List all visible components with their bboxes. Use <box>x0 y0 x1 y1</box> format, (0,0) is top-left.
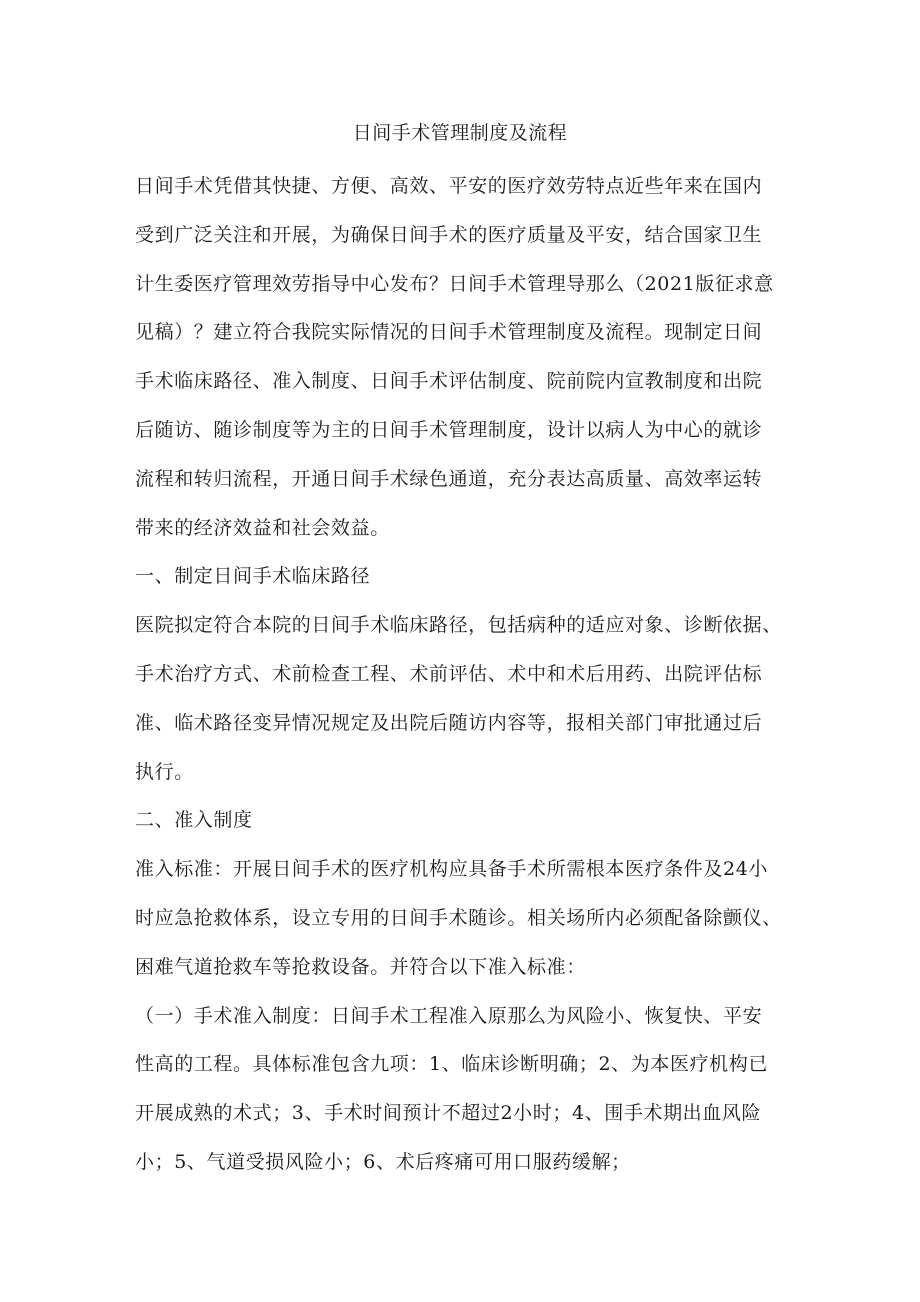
document-body <box>135 162 795 1187</box>
paragraph-line: 准入标准：开展日间手术的医疗机构应具备手术所需根本医疗条件及24小 <box>135 858 768 881</box>
paragraph-line: 开展成熟的术式；3、手术时间预计不超过2小时；4、围手术期出血风险 <box>135 1102 762 1125</box>
paragraph-line: 日间手术凭借其快捷、方便、高效、平安的医疗效劳特点近些年来在国内 <box>135 175 763 197</box>
paragraph-line: 时应急抢救体系，设立专用的日间手术随诊。相关场所内必须配备除颤仪、 <box>135 906 782 929</box>
paragraph-line: 后随访、随诊制度等为主的日间手术管理制度，设计以病人为中心的就诊 <box>135 418 763 441</box>
paragraph-line: 性高的工程。具体标准包含九项：1、临床诊断明确；2、为本医疗机构已 <box>135 1053 768 1076</box>
paragraph-line: 带来的经济效益和社会效益。 <box>135 516 390 539</box>
paragraph-line: 计生委医疗管理效劳指导中心发布？日间手术管理导那么（2021版征求意 <box>135 272 774 295</box>
paragraph-line: 执行。 <box>135 760 194 783</box>
section-heading: 二、准入制度 <box>135 809 253 832</box>
subsection-line: （一）手术准入制度：日间手术工程准入原那么为风险小、恢复快、平安 <box>135 1004 763 1027</box>
paragraph-line: 受到广泛关注和开展，为确保日间手术的医疗质量及平安，结合国家卫生 <box>135 223 763 246</box>
paragraph-line: 困难气道抢救车等抢救设备。并符合以下准入标准： <box>135 955 586 978</box>
section-heading: 一、制定日间手术临床路径 <box>135 565 371 588</box>
paragraph-line: 手术临床路径、准入制度、日间手术评估制度、院前院内宣教制度和出院 <box>135 370 763 393</box>
paragraph-line: 小；5、气道受损风险小；6、术后疼痛可用口服药缓解； <box>135 1150 631 1173</box>
paragraph-line: 流程和转归流程，开通日间手术绿色通道，充分表达高质量、高效率运转 <box>135 467 763 490</box>
paragraph-line: 医院拟定符合本院的日间手术临床路径，包括病种的适应对象、诊断依据、 <box>135 614 782 637</box>
paragraph-line: 准、临术路径变异情况规定及出院后随访内容等，报相关部门审批通过后 <box>135 711 763 734</box>
paragraph-line: 手术治疗方式、术前检查工程、术前评估、术中和术后用药、出院评估标 <box>135 662 763 685</box>
document-title: 日间手术管理制度及流程 <box>352 122 568 144</box>
paragraph-line: 见稿）？建立符合我院实际情况的日间手术管理制度及流程。现制定日间 <box>135 321 763 344</box>
